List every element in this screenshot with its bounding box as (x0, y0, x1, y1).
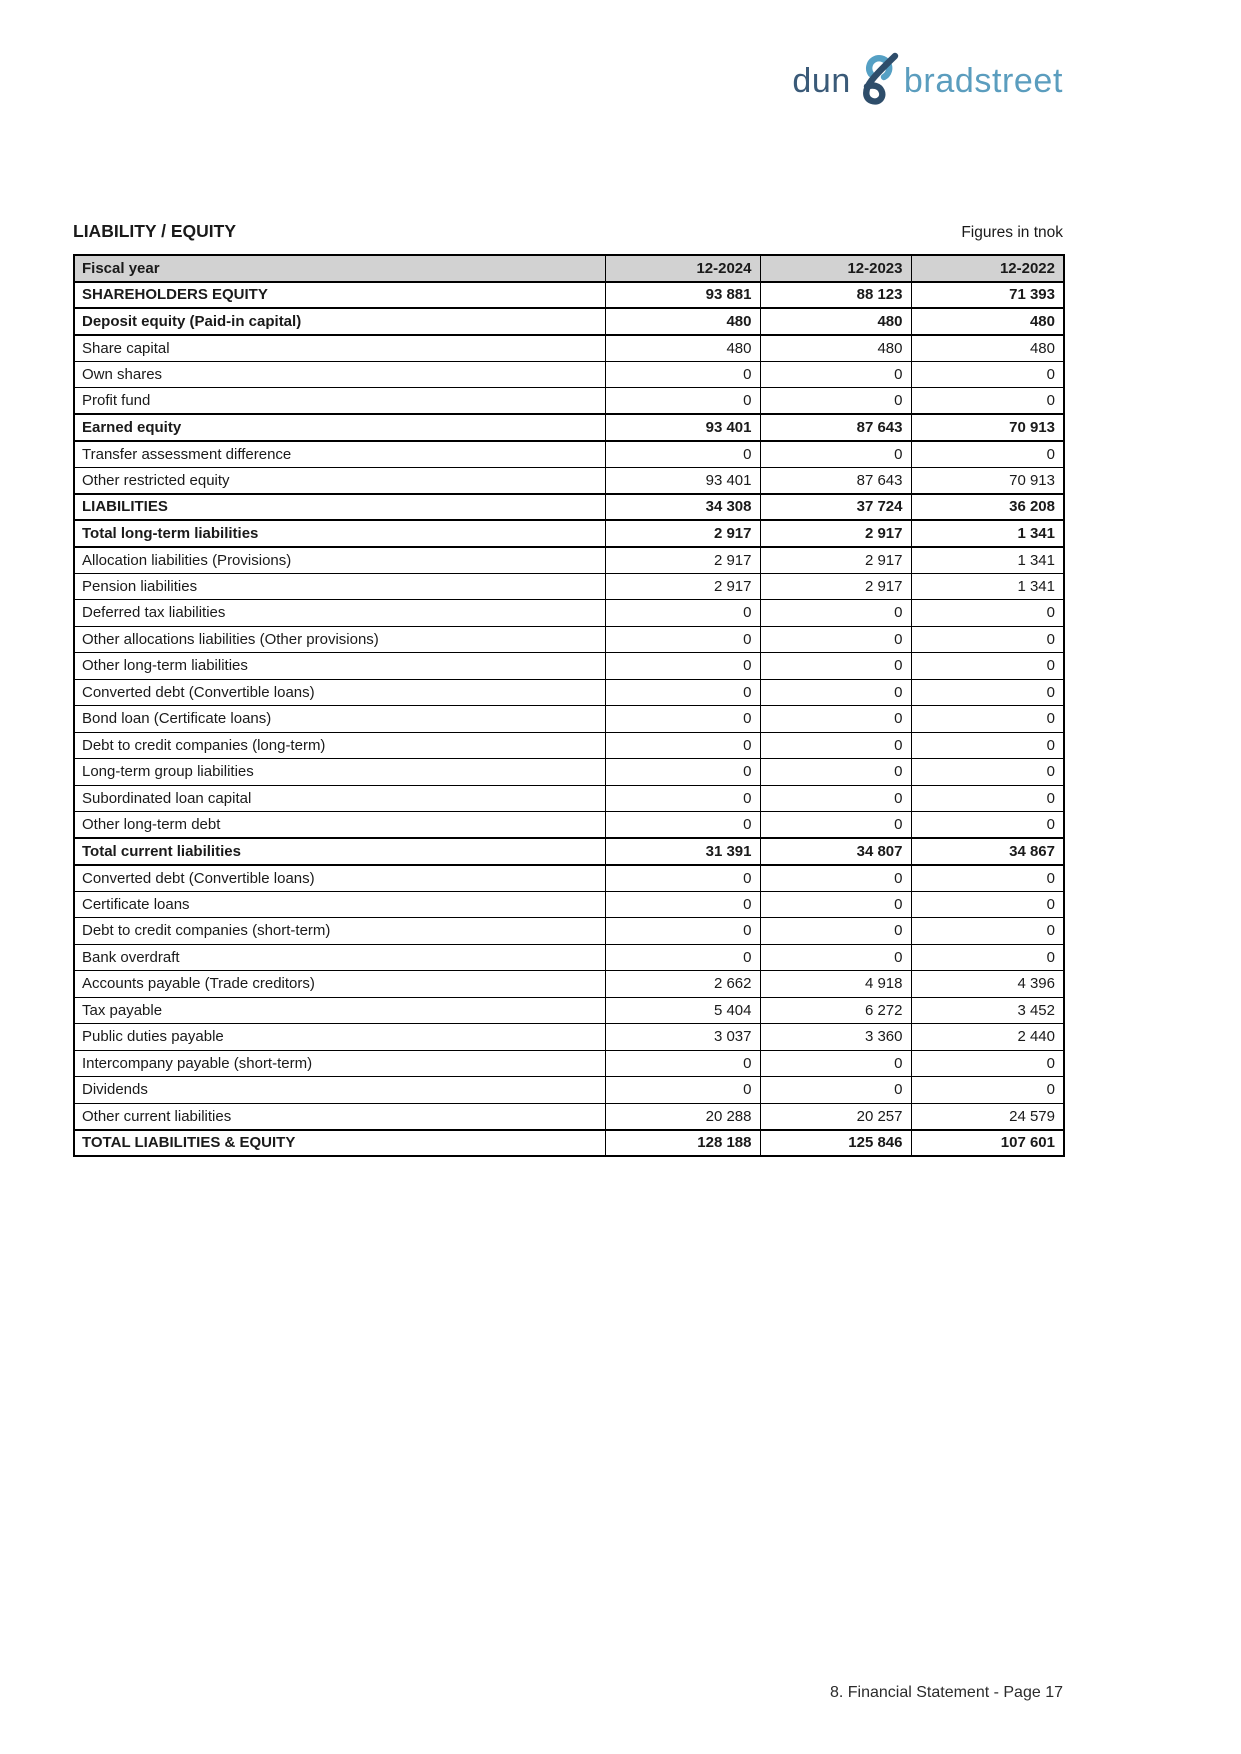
row-label: Bank overdraft (74, 944, 605, 971)
row-label: Own shares (74, 361, 605, 388)
row-label: Profit fund (74, 388, 605, 415)
row-value: 2 917 (605, 520, 760, 547)
row-value: 0 (605, 600, 760, 627)
year-column-header: 12-2023 (760, 255, 911, 282)
table-row (74, 1077, 1064, 1104)
row-value: 128 188 (605, 1130, 760, 1157)
page-title: LIABILITY / EQUITY (73, 221, 237, 241)
row-value: 0 (911, 944, 1064, 971)
table-row (74, 361, 1064, 388)
table-row (74, 1130, 1064, 1157)
row-value: 480 (605, 308, 760, 335)
ampersand-logo-icon (855, 52, 901, 106)
figures-unit-note: Figures in tnok (961, 224, 1063, 241)
table-row (74, 414, 1064, 441)
row-value: 0 (605, 679, 760, 706)
row-value: 0 (760, 812, 911, 839)
row-value: 87 643 (760, 414, 911, 441)
row-value: 0 (911, 759, 1064, 786)
page-footer: 8. Financial Statement - Page 17 (829, 1684, 1063, 1701)
row-value: 36 208 (911, 494, 1064, 521)
row-value: 0 (605, 865, 760, 892)
table-row (74, 335, 1064, 362)
row-value: 480 (911, 308, 1064, 335)
row-label: Other long-term liabilities (74, 653, 605, 680)
row-value: 87 643 (760, 467, 911, 494)
row-value: 0 (911, 706, 1064, 733)
table-row (74, 573, 1064, 600)
row-value: 2 662 (605, 971, 760, 998)
row-label: Dividends (74, 1077, 605, 1104)
row-label: Certificate loans (74, 891, 605, 918)
row-value: 0 (760, 388, 911, 415)
table-row (74, 706, 1064, 733)
row-value: 0 (911, 441, 1064, 468)
row-value: 88 123 (760, 282, 911, 309)
row-label: TOTAL LIABILITIES & EQUITY (74, 1130, 605, 1157)
row-value: 1 341 (911, 520, 1064, 547)
table-row (74, 759, 1064, 786)
table-row (74, 600, 1064, 627)
row-value: 0 (760, 653, 911, 680)
row-value: 2 917 (760, 520, 911, 547)
liability-equity-table-body (74, 282, 1064, 1157)
row-value: 480 (911, 335, 1064, 362)
table-header-row (74, 255, 1064, 282)
year-column-header: 12-2024 (605, 255, 760, 282)
row-value: 0 (760, 679, 911, 706)
row-value: 2 917 (605, 547, 760, 574)
row-value: 34 807 (760, 838, 911, 865)
row-value: 125 846 (760, 1130, 911, 1157)
row-value: 0 (605, 361, 760, 388)
row-label: Long-term group liabilities (74, 759, 605, 786)
logo-text-dun: dun (792, 62, 851, 100)
row-value: 0 (760, 732, 911, 759)
table-row (74, 997, 1064, 1024)
row-value: 0 (760, 785, 911, 812)
row-value: 480 (760, 308, 911, 335)
row-label: Deferred tax liabilities (74, 600, 605, 627)
table-title-bar (73, 221, 1063, 242)
row-label: Subordinated loan capital (74, 785, 605, 812)
row-value: 1 341 (911, 547, 1064, 574)
row-value: 4 396 (911, 971, 1064, 998)
table-row (74, 441, 1064, 468)
row-value: 5 404 (605, 997, 760, 1024)
row-value: 4 918 (760, 971, 911, 998)
table-row (74, 1024, 1064, 1051)
table-row (74, 679, 1064, 706)
table-row (74, 918, 1064, 945)
row-label: Converted debt (Convertible loans) (74, 865, 605, 892)
row-value: 2 917 (605, 573, 760, 600)
table-row (74, 520, 1064, 547)
row-value: 70 913 (911, 414, 1064, 441)
row-value: 3 452 (911, 997, 1064, 1024)
row-label: Converted debt (Convertible loans) (74, 679, 605, 706)
row-value: 34 867 (911, 838, 1064, 865)
row-value: 0 (605, 706, 760, 733)
row-label: Earned equity (74, 414, 605, 441)
row-value: 0 (605, 1077, 760, 1104)
table-row (74, 732, 1064, 759)
row-value: 37 724 (760, 494, 911, 521)
row-value: 0 (911, 785, 1064, 812)
row-value: 480 (605, 335, 760, 362)
row-value: 20 257 (760, 1103, 911, 1130)
row-label: Other allocations liabilities (Other provisions) (74, 626, 605, 653)
row-label: Allocation liabilities (Provisions) (74, 547, 605, 574)
row-label: Other restricted equity (74, 467, 605, 494)
row-label: Debt to credit companies (short-term) (74, 918, 605, 945)
row-value: 0 (760, 918, 911, 945)
row-label: Tax payable (74, 997, 605, 1024)
table-row (74, 1050, 1064, 1077)
table-row (74, 1103, 1064, 1130)
row-label: Pension liabilities (74, 573, 605, 600)
row-value: 3 360 (760, 1024, 911, 1051)
row-value: 2 917 (760, 573, 911, 600)
row-value: 93 401 (605, 414, 760, 441)
row-value: 0 (605, 732, 760, 759)
row-value: 93 401 (605, 467, 760, 494)
row-value: 0 (911, 918, 1064, 945)
row-value: 0 (911, 653, 1064, 680)
row-label: Share capital (74, 335, 605, 362)
row-label: Accounts payable (Trade creditors) (74, 971, 605, 998)
table-row (74, 547, 1064, 574)
row-value: 0 (911, 679, 1064, 706)
row-value: 0 (911, 600, 1064, 627)
table-row (74, 388, 1064, 415)
row-label: Total current liabilities (74, 838, 605, 865)
row-value: 0 (911, 361, 1064, 388)
row-value: 31 391 (605, 838, 760, 865)
row-value: 0 (760, 1077, 911, 1104)
row-value: 0 (911, 1050, 1064, 1077)
row-value: 0 (605, 891, 760, 918)
table-row (74, 785, 1064, 812)
table-row (74, 971, 1064, 998)
table-row (74, 626, 1064, 653)
dun-and-bradstreet-logo (792, 52, 1063, 100)
row-value: 0 (605, 441, 760, 468)
row-value: 2 440 (911, 1024, 1064, 1051)
row-value: 107 601 (911, 1130, 1064, 1157)
row-label: SHAREHOLDERS EQUITY (74, 282, 605, 309)
row-value: 0 (760, 1050, 911, 1077)
logo-text-bradstreet: bradstreet (903, 62, 1063, 100)
row-value: 34 308 (605, 494, 760, 521)
row-value: 0 (760, 600, 911, 627)
row-value: 480 (760, 335, 911, 362)
row-value: 0 (760, 626, 911, 653)
table-row (74, 891, 1064, 918)
row-value: 3 037 (605, 1024, 760, 1051)
row-value: 0 (760, 361, 911, 388)
table-row (74, 467, 1064, 494)
row-value: 0 (605, 1050, 760, 1077)
row-label: Transfer assessment difference (74, 441, 605, 468)
fiscal-year-header-cell: Fiscal year (74, 255, 605, 282)
table-row (74, 812, 1064, 839)
row-value: 0 (760, 865, 911, 892)
row-value: 71 393 (911, 282, 1064, 309)
row-value: 6 272 (760, 997, 911, 1024)
row-label: Bond loan (Certificate loans) (74, 706, 605, 733)
row-label: Public duties payable (74, 1024, 605, 1051)
liability-equity-table (73, 254, 1065, 1157)
row-value: 93 881 (605, 282, 760, 309)
row-label: Intercompany payable (short-term) (74, 1050, 605, 1077)
table-row (74, 308, 1064, 335)
table-row (74, 282, 1064, 309)
row-value: 0 (911, 891, 1064, 918)
row-value: 0 (760, 706, 911, 733)
row-value: 2 917 (760, 547, 911, 574)
table-row (74, 865, 1064, 892)
row-value: 0 (605, 812, 760, 839)
row-label: Debt to credit companies (long-term) (74, 732, 605, 759)
row-value: 0 (760, 441, 911, 468)
row-value: 0 (760, 759, 911, 786)
row-value: 1 341 (911, 573, 1064, 600)
row-value: 0 (605, 388, 760, 415)
row-value: 0 (911, 865, 1064, 892)
row-label: Deposit equity (Paid-in capital) (74, 308, 605, 335)
row-value: 0 (760, 944, 911, 971)
row-value: 24 579 (911, 1103, 1064, 1130)
row-value: 0 (605, 626, 760, 653)
row-value: 0 (605, 653, 760, 680)
row-value: 0 (605, 785, 760, 812)
row-label: Other long-term debt (74, 812, 605, 839)
row-value: 0 (911, 812, 1064, 839)
row-label: Other current liabilities (74, 1103, 605, 1130)
row-value: 0 (911, 626, 1064, 653)
row-value: 70 913 (911, 467, 1064, 494)
row-value: 0 (605, 918, 760, 945)
year-column-header: 12-2022 (911, 255, 1064, 282)
table-row (74, 653, 1064, 680)
row-label: Total long-term liabilities (74, 520, 605, 547)
table-row (74, 944, 1064, 971)
row-value: 0 (605, 944, 760, 971)
table-row (74, 838, 1064, 865)
row-value: 0 (911, 1077, 1064, 1104)
row-value: 0 (760, 891, 911, 918)
table-row (74, 494, 1064, 521)
row-value: 20 288 (605, 1103, 760, 1130)
row-value: 0 (911, 732, 1064, 759)
row-value: 0 (605, 759, 760, 786)
row-label: LIABILITIES (74, 494, 605, 521)
row-value: 0 (911, 388, 1064, 415)
